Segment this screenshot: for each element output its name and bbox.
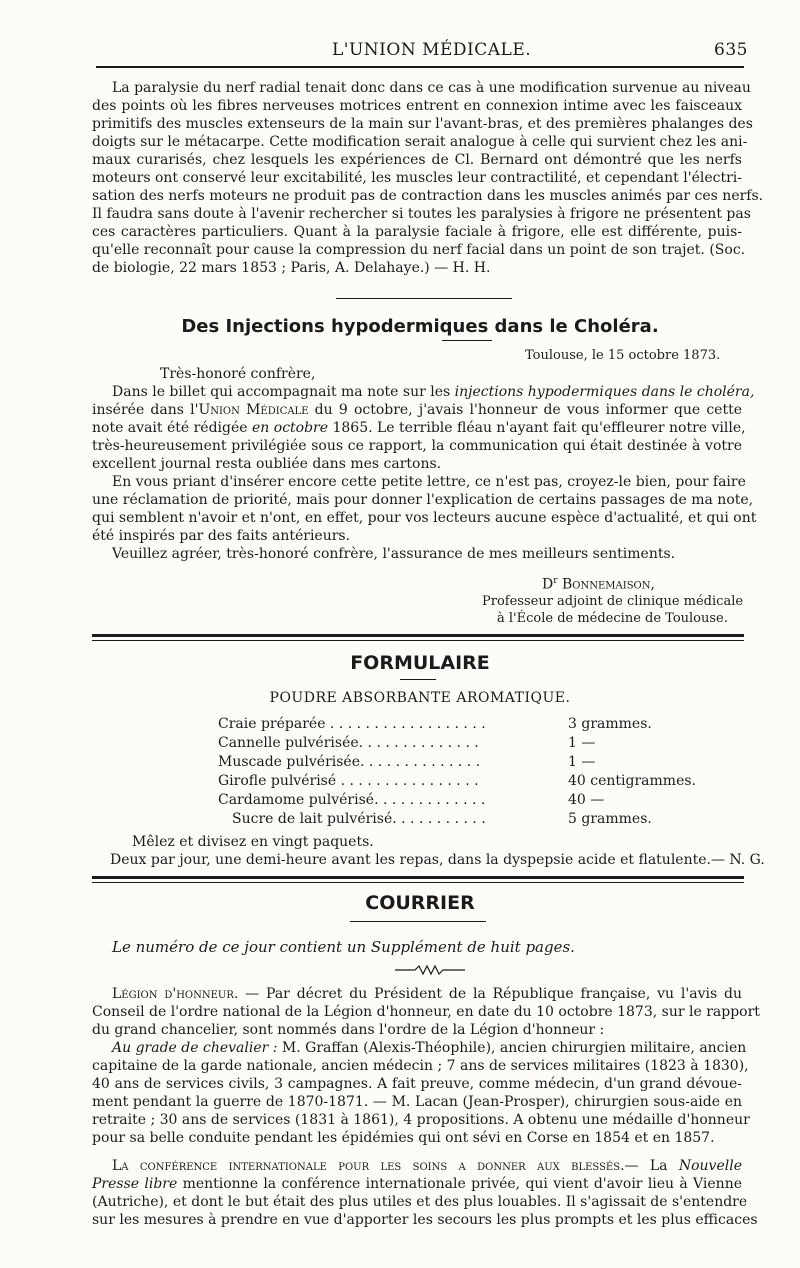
chevalier-paragraph (92, 1040, 750, 1150)
ingredient-row (218, 715, 658, 733)
text-line: été inspirés par des faits antérieurs. (92, 528, 351, 544)
text-line: La paralysie du nerf radial tenait donc dans ce cas à une modification survenue au niveau (112, 80, 751, 96)
recipe-instruction: Mêlez et divisez en vingt paquets. (132, 834, 374, 850)
ingredient-name: Muscade pulvérisée. . . . . . . . . . . . . . (218, 754, 481, 770)
text-line: Conseil de l'ordre national de la Légion d'honneur, en date du 10 octobre 1873, sur le rapport (92, 1004, 760, 1020)
double-rule-bottom (92, 882, 744, 883)
ingredient-row (218, 734, 658, 752)
article-body (92, 384, 757, 574)
text-line: note avait été rédigée en octobre 1865. Le terrible fléau n'ayant fait qu'effleurer notre ville, (92, 420, 746, 436)
ingredient-qty: 5 grammes. (568, 811, 652, 827)
text-line: une réclamation de priorité, mais pour donner l'explication de certains passages de ma note, (92, 492, 754, 508)
double-rule-bottom (92, 640, 744, 641)
text-line: très-heureusement privilégiée sous ce rapport, la communication qui était destinée à votre (92, 438, 742, 454)
section-divider (336, 298, 512, 299)
signature-title: Professeur adjoint de clinique médicale (482, 594, 744, 609)
text-line: sur les mesures à prendre en vue d'apporter les secours les plus prompts et les plus efficaces (92, 1212, 758, 1228)
text-line: de biologie, 22 mars 1853 ; Paris, A. Delahaye.) — H. H. (92, 260, 491, 276)
double-rule-top (92, 876, 744, 879)
conference-paragraph (92, 1158, 758, 1232)
dateline: Toulouse, le 15 octobre 1873. (525, 348, 721, 363)
text-line: doigts sur le métacarpe. Cette modification serait analogue à celle qui survient chez les ani- (92, 134, 748, 150)
ingredient-qty: 3 grammes. (568, 716, 652, 732)
text-line: Il faudra sans doute à l'avenir rechercher si toutes les paralysies à frigore ne présentent pas (92, 206, 751, 222)
signature: $D^r$ Bonnemaison, (542, 576, 655, 593)
recipe-dosage: Deux par jour, une demi-heure avant les repas, dans la dyspepsie acide et flatulente.— N. G. (110, 852, 765, 868)
ingredient-row (218, 772, 696, 790)
text-line: retraite ; 30 ans de services (1831 à 1861), 4 propositions. A obtenu une médaille d'honneur (92, 1112, 750, 1128)
text-line: ment pendant la guerre de 1870-1871. — M. Lacan (Jean-Prosper), chirurgien sous-aide en (92, 1094, 742, 1110)
supplement-notice: Le numéro de ce jour contient un Supplément de huit pages. (112, 938, 575, 956)
text-line: insérée dans l'Union Médicale du 9 octobre, j'avais l'honneur de vous informer que cette (92, 402, 742, 418)
text-line: moteurs ont conservé leur excitabilité, les muscles leur contractilité, et cependant l'électri- (92, 170, 742, 186)
ingredient-name: Cardamome pulvérisé. . . . . . . . . . . . . (218, 792, 486, 808)
ingredient-qty: 40 centigrammes. (568, 773, 696, 789)
text-line: excellent journal resta oubliée dans mes cartons. (92, 456, 442, 472)
text-line: Légion d'honneur. — Par décret du Président de la République française, vu l'avis du (112, 986, 742, 1002)
title-underline (400, 679, 436, 680)
ornament-divider (395, 964, 465, 976)
text-line: En vous priant d'insérer encore cette petite lettre, ce n'est pas, croyez-le bien, pour faire (112, 474, 746, 490)
text-line: pour sa belle conduite pendant les épidémies qui ont sévi en Corse en 1854 et en 1857. (92, 1130, 715, 1146)
text-line: capitaine de la garde nationale, ancien médecin ; 7 ans de services militaires (1823 à 1830), (92, 1058, 749, 1074)
paralysis-paragraph (92, 80, 764, 276)
ingredient-row (218, 791, 658, 809)
text-line: du grand chancelier, sont nommés dans l'ordre de la Légion d'honneur : (92, 1022, 605, 1038)
page-number: 635 (714, 40, 748, 60)
text-line: maux curarisés, chez lesquels les expériences de Cl. Bernard ont démontré que les nerfs (92, 152, 742, 168)
formulaire-title: FORMULAIRE (350, 652, 490, 674)
ingredient-row (232, 810, 672, 828)
ingredient-name: Sucre de lait pulvérisé. . . . . . . . . . . (232, 811, 486, 827)
text-line: sation des nerfs moteurs ne produit pas de contraction dans les muscles animés par ces nerfs. (92, 188, 764, 204)
text-line: Au grade de chevalier : M. Graffan (Alexis-Théophile), ancien chirurgien militaire, ancien (112, 1040, 747, 1056)
ingredient-qty: 40 — (568, 792, 605, 808)
text-line: qui semblent n'avoir et n'ont, en effet, pour vos lecteurs aucune espèce d'actualité, et qui ont (92, 510, 757, 526)
text-line: Dans le billet qui accompagnait ma note sur les injections hypodermiques dans le choléra, (112, 384, 755, 400)
ingredient-name: Cannelle pulvérisée. . . . . . . . . . . . . . (218, 735, 479, 751)
text-line: ces caractères particuliers. Quant à la paralysie faciale à frigore, elle est différente, puis- (92, 224, 742, 240)
signature-school: à l'École de médecine de Toulouse. (497, 611, 728, 626)
title-underline (442, 340, 492, 341)
ingredient-name: Girofle pulvérisé . . . . . . . . . . . . . . . . (218, 773, 479, 789)
journal-title: L'UNION MÉDICALE. (332, 40, 532, 60)
header-rule (96, 66, 744, 68)
courrier-title: COURRIER (365, 892, 475, 914)
text-line: des points où les fibres nerveuses motrices entrent en connexion intime avec les faisceaux (92, 98, 742, 114)
text-line: (Autriche), et dont le but était des plus utiles et des plus louables. Il s'agissait de s'entendre (92, 1194, 748, 1210)
text-line: Veuillez agréer, très-honoré confrère, l'assurance de mes meilleurs sentiments. (112, 546, 676, 562)
text-line: qu'elle reconnaît pour cause la compression du nerf facial dans un point de son trajet. (Soc. (92, 242, 746, 258)
salutation: Très-honoré confrère, (160, 366, 316, 382)
title-underline (350, 921, 486, 922)
legion-paragraph (92, 986, 760, 1040)
text-line: primitifs des muscles extenseurs de la main sur l'avant-bras, et des premières phalanges des (92, 116, 753, 132)
recipe-title: POUDRE ABSORBANTE AROMATIQUE. (269, 690, 571, 706)
ingredient-row (218, 753, 658, 771)
double-rule-top (92, 634, 744, 637)
text-line: La conférence internationale pour les soins a donner aux blessés.— La Nouvelle (112, 1158, 742, 1174)
ingredient-qty: 1 — (568, 754, 596, 770)
text-line: Presse libre mentionne la conférence internationale privée, qui vient d'avoir lieu à Vienne (92, 1176, 742, 1192)
ingredient-name: Craie préparée . . . . . . . . . . . . . . . . . . (218, 716, 486, 732)
ingredient-qty: 1 — (568, 735, 596, 751)
article-title: Des Injections hypodermiques dans le Choléra. (181, 316, 659, 337)
text-line: 40 ans de services civils, 3 campagnes. A fait preuve, comme médecin, d'un grand dévoue- (92, 1076, 742, 1092)
